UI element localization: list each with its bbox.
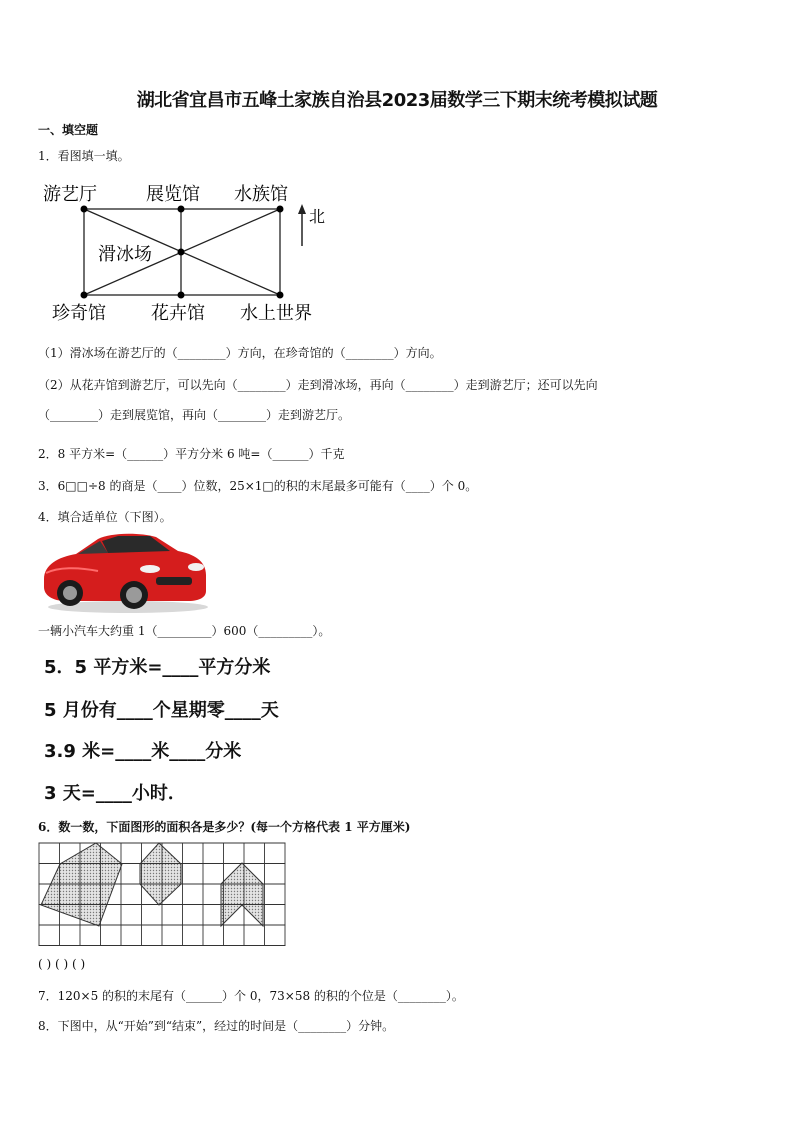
area-grid <box>38 842 286 946</box>
question-4-stem: 4．填合适单位（下图）。 <box>38 510 172 524</box>
point-bottom-mid <box>178 292 185 299</box>
question-8: 8．下图中，从“开始”到“结束”，经过的时间是（________）分钟。 <box>38 1019 395 1033</box>
label-top-left: 游艺厅 <box>43 184 97 205</box>
north-arrow-head <box>298 204 306 214</box>
question-5-line1: 5．5 平方米=____平方分米 <box>44 657 271 678</box>
car-grille <box>156 577 192 585</box>
point-center <box>178 249 185 256</box>
section-heading: 一、填空题 <box>38 123 99 137</box>
shape-2 <box>140 843 181 905</box>
car-headlight-left <box>140 565 160 573</box>
question-5-line4: 3 天=____小时． <box>44 783 186 804</box>
north-label: 北 <box>309 207 326 226</box>
car-image <box>38 527 210 615</box>
question-5-line3: 3.9 米=____米____分米 <box>44 741 242 762</box>
question-6-stem: 6．数一数，下面图形的面积各是多少？(每一个方格代表 1 平方厘米) <box>38 820 411 834</box>
label-center: 滑冰场 <box>98 244 152 265</box>
label-bottom-right: 水上世界 <box>240 303 312 324</box>
point-top-left <box>81 206 88 213</box>
question-1-sub1: （1）滑冰场在游艺厅的（________）方向，在珍奇馆的（________）方向。 <box>38 346 442 360</box>
shape-3 <box>221 863 263 926</box>
question-7: 7．120×5 的积的末尾有（______）个 0，73×58 的积的个位是（________）。 <box>38 989 464 1003</box>
question-6-answers: ( ) ( ) ( ) <box>38 957 86 971</box>
label-top-right: 水族馆 <box>234 184 288 205</box>
question-2: 2．8 平方米=（______）平方分米 6 吨=（______）千克 <box>38 447 345 461</box>
point-bottom-left <box>81 292 88 299</box>
car-rim-front <box>126 587 142 603</box>
car-rim-rear <box>63 586 77 600</box>
page-title: 湖北省宜昌市五峰土家族自治县2023届数学三下期末统考模拟试题 <box>136 90 658 111</box>
car-windshield <box>102 536 170 553</box>
question-1-sub2b: （________）走到展览馆，再向（________）走到游艺厅。 <box>38 408 351 422</box>
map-diagram <box>38 176 338 326</box>
point-bottom-right <box>277 292 284 299</box>
shape-1 <box>41 843 122 926</box>
point-top-right <box>277 206 284 213</box>
question-4-line: 一辆小汽车大约重 1（_________）600（_________）。 <box>38 624 331 638</box>
point-top-mid <box>178 206 185 213</box>
car-headlight-right <box>188 563 204 571</box>
label-bottom-left: 珍奇馆 <box>52 303 106 324</box>
label-bottom-mid: 花卉馆 <box>151 303 205 324</box>
question-1-stem: 1．看图填一填。 <box>38 149 130 163</box>
question-3: 3．6□□÷8 的商是（____）位数，25×1□的积的末尾最多可能有（____）个 0。 <box>38 479 478 493</box>
question-1-sub2a: （2）从花卉馆到游艺厅，可以先向（________）走到滑冰场，再向（________）走到游艺厅；还可以先向 <box>38 378 598 392</box>
question-5-line2: 5 月份有____个星期零____天 <box>44 700 279 721</box>
label-top-mid: 展览馆 <box>146 184 200 205</box>
